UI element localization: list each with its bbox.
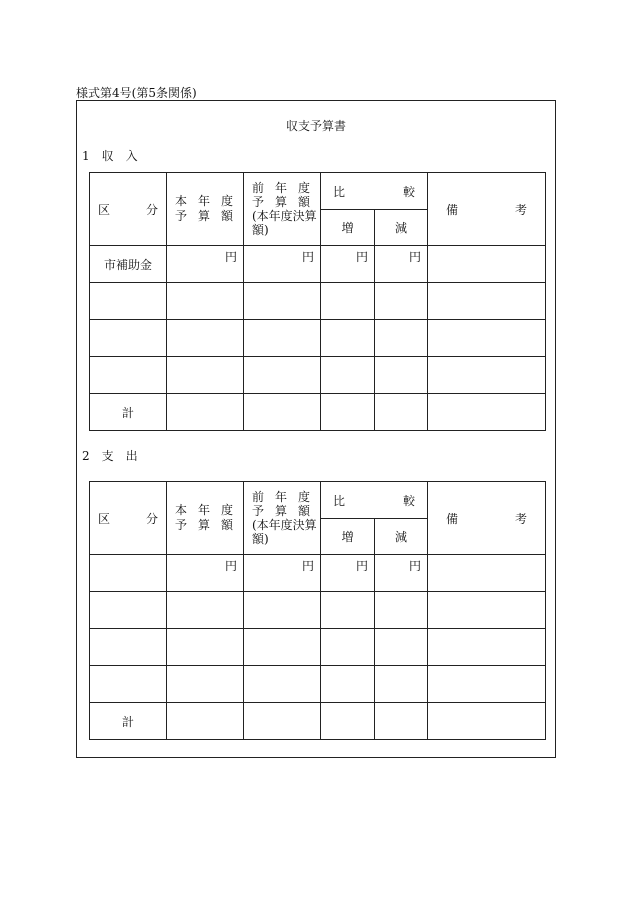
item-cell — [90, 555, 167, 592]
table-row — [90, 629, 546, 666]
expense-section-label: 2 支 出 — [82, 449, 138, 463]
header-kubun: 区 分 — [90, 173, 167, 246]
item-cell — [90, 320, 167, 357]
total-label: 計 — [90, 703, 167, 740]
table-row — [90, 357, 546, 394]
header-remarks: 備 考 — [428, 173, 546, 246]
header-decrease: 減 — [375, 519, 428, 555]
unit-cell: 円 — [375, 555, 428, 592]
header-kubun: 区 分 — [90, 482, 167, 555]
remarks-cell — [428, 555, 546, 592]
item-cell — [90, 666, 167, 703]
item-cell — [90, 629, 167, 666]
budget-form-frame — [76, 100, 556, 758]
remarks-cell — [428, 246, 546, 283]
header-remarks: 備 考 — [428, 482, 546, 555]
unit-cell: 円 — [375, 246, 428, 283]
table-row — [90, 555, 546, 592]
total-row — [90, 394, 546, 431]
unit-cell: 円 — [244, 555, 321, 592]
total-label: 計 — [90, 394, 167, 431]
total-row — [90, 703, 546, 740]
table-row — [90, 320, 546, 357]
unit-cell: 円 — [244, 246, 321, 283]
table-row — [90, 246, 546, 283]
item-cell — [90, 283, 167, 320]
document-title: 収支予算書 — [285, 119, 346, 133]
unit-cell: 円 — [321, 246, 375, 283]
income-table — [89, 172, 546, 431]
header-current-year-budget: 本 年 度 予 算 額 — [167, 482, 244, 555]
header-previous-year-budget: 前 年 度 予 算 額 (本年度決算 額) — [244, 173, 321, 246]
table-row — [90, 592, 546, 629]
header-comparison: 比 較 — [321, 482, 428, 519]
unit-cell: 円 — [167, 555, 244, 592]
income-section-label: 1 収 入 — [82, 149, 138, 163]
form-number-label: 様式第4号(第5条関係) — [76, 86, 197, 100]
table-row — [90, 666, 546, 703]
unit-cell: 円 — [167, 246, 244, 283]
header-previous-year-budget: 前 年 度 予 算 額 (本年度決算 額) — [244, 482, 321, 555]
header-decrease: 減 — [375, 210, 428, 246]
unit-cell: 円 — [321, 555, 375, 592]
header-increase: 増 — [321, 519, 375, 555]
header-increase: 増 — [321, 210, 375, 246]
header-current-year-budget: 本 年 度 予 算 額 — [167, 173, 244, 246]
header-comparison: 比 較 — [321, 173, 428, 210]
table-row — [90, 283, 546, 320]
item-cell: 市補助金 — [90, 246, 167, 283]
item-cell — [90, 357, 167, 394]
expense-table — [89, 481, 546, 740]
item-cell — [90, 592, 167, 629]
